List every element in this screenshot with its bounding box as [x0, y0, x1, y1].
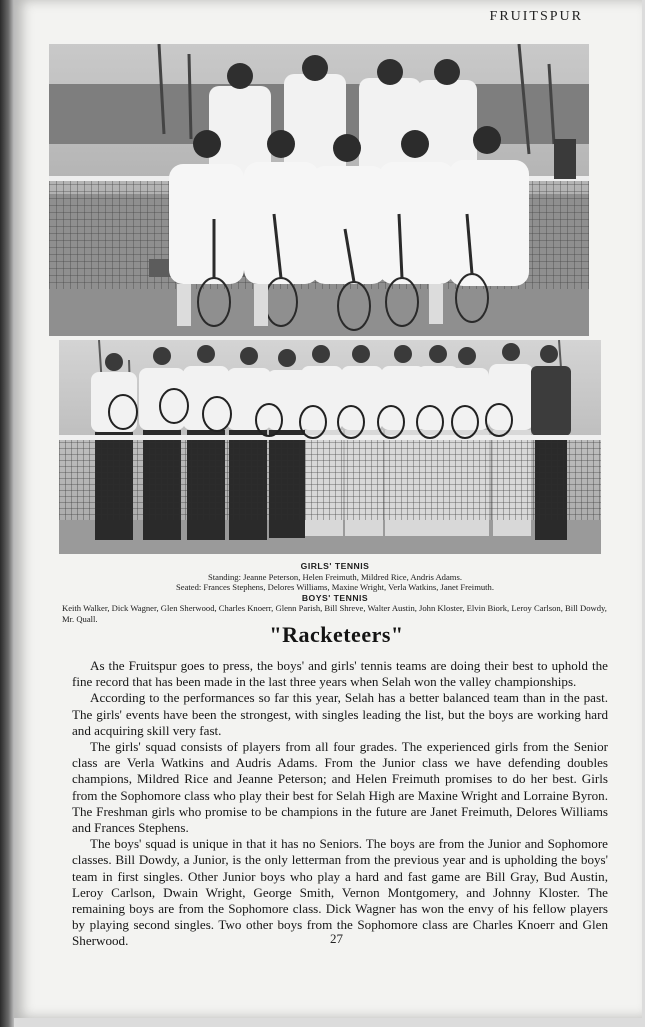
boys-tennis-team-photo [59, 340, 601, 554]
boys-team-names: Keith Walker, Dick Wagner, Glen Sherwood, Charles Knoerr, Glenn Parish, Bill Shreve, Walter Austin, John Kloster, Elvin Biork, Leroy Carlson, Bill Dowdy, Mr. Quall. [62, 603, 607, 624]
article-paragraph: The girls' squad consists of players from all four grades. The experienced girls from the Senior class are Verla Watkins and Audris Adams. From the Junior class we have defending doubles champions, Mildred Rice and Jeanne Peterson; and Helen Freimuth promises to do her best. Girls from the Sophomore class who play their best for Selah High are Maxine Wright and Lorraine Byron. The Freshman girls who promise to be champions in the future are Janet Freimuth, Delores Williams and Frances Stephens. [72, 739, 608, 836]
article-title: "Racketeers" [269, 622, 404, 647]
running-header: FRUITSPUR [489, 9, 583, 24]
article-paragraph: As the Fruitspur goes to press, the boys' and girls' tennis teams are doing their best to uphold the fine record that has been made in the last three years when Selah won the valley championships. [72, 658, 608, 690]
girls-tennis-team-photo [49, 44, 589, 336]
article-body [72, 658, 608, 950]
girls-standing-names: Standing: Jeanne Peterson, Helen Freimuth, Mildred Rice, Andris Adams. [208, 571, 462, 582]
article-paragraph: The boys' squad is unique in that it has no Seniors. The boys are from the Junior and Sophomore classes. Bill Dowdy, a Junior, is the only letterman from the previous year and is upholding the boys' team in first singles. Other Junior boys who play a hard and fast game are Bill Gray, Bud Austin, Leroy Carlson, Dwain Wright, George Smith, Vernon Montgomery, and Johnny Kloster. The remaining boys are from the Sophomore class. Dick Wagner has won the envy of his fellow players by playing second singles. Two other boys from the Sophomore class are Charles Knoerr and Glen Sherwood. [72, 836, 608, 949]
article-paragraph: According to the performances so far this year, Selah has a better balanced team than in the past. The girls' events have been the strongest, with singles leading the list, but the boys are working hard and acquiring skill very fast. [72, 690, 608, 738]
boys-tennis-caption-heading: BOYS' TENNIS [301, 592, 369, 603]
girls-seated-names: Seated: Frances Stephens, Delores Williams, Maxine Wright, Verla Watkins, Janet Freimuth. [175, 582, 495, 592]
book-binding [0, 0, 14, 1027]
photo-captions [62, 561, 608, 624]
page-number: 27 [330, 931, 343, 946]
girls-tennis-caption-heading: GIRLS' TENNIS [300, 561, 370, 571]
